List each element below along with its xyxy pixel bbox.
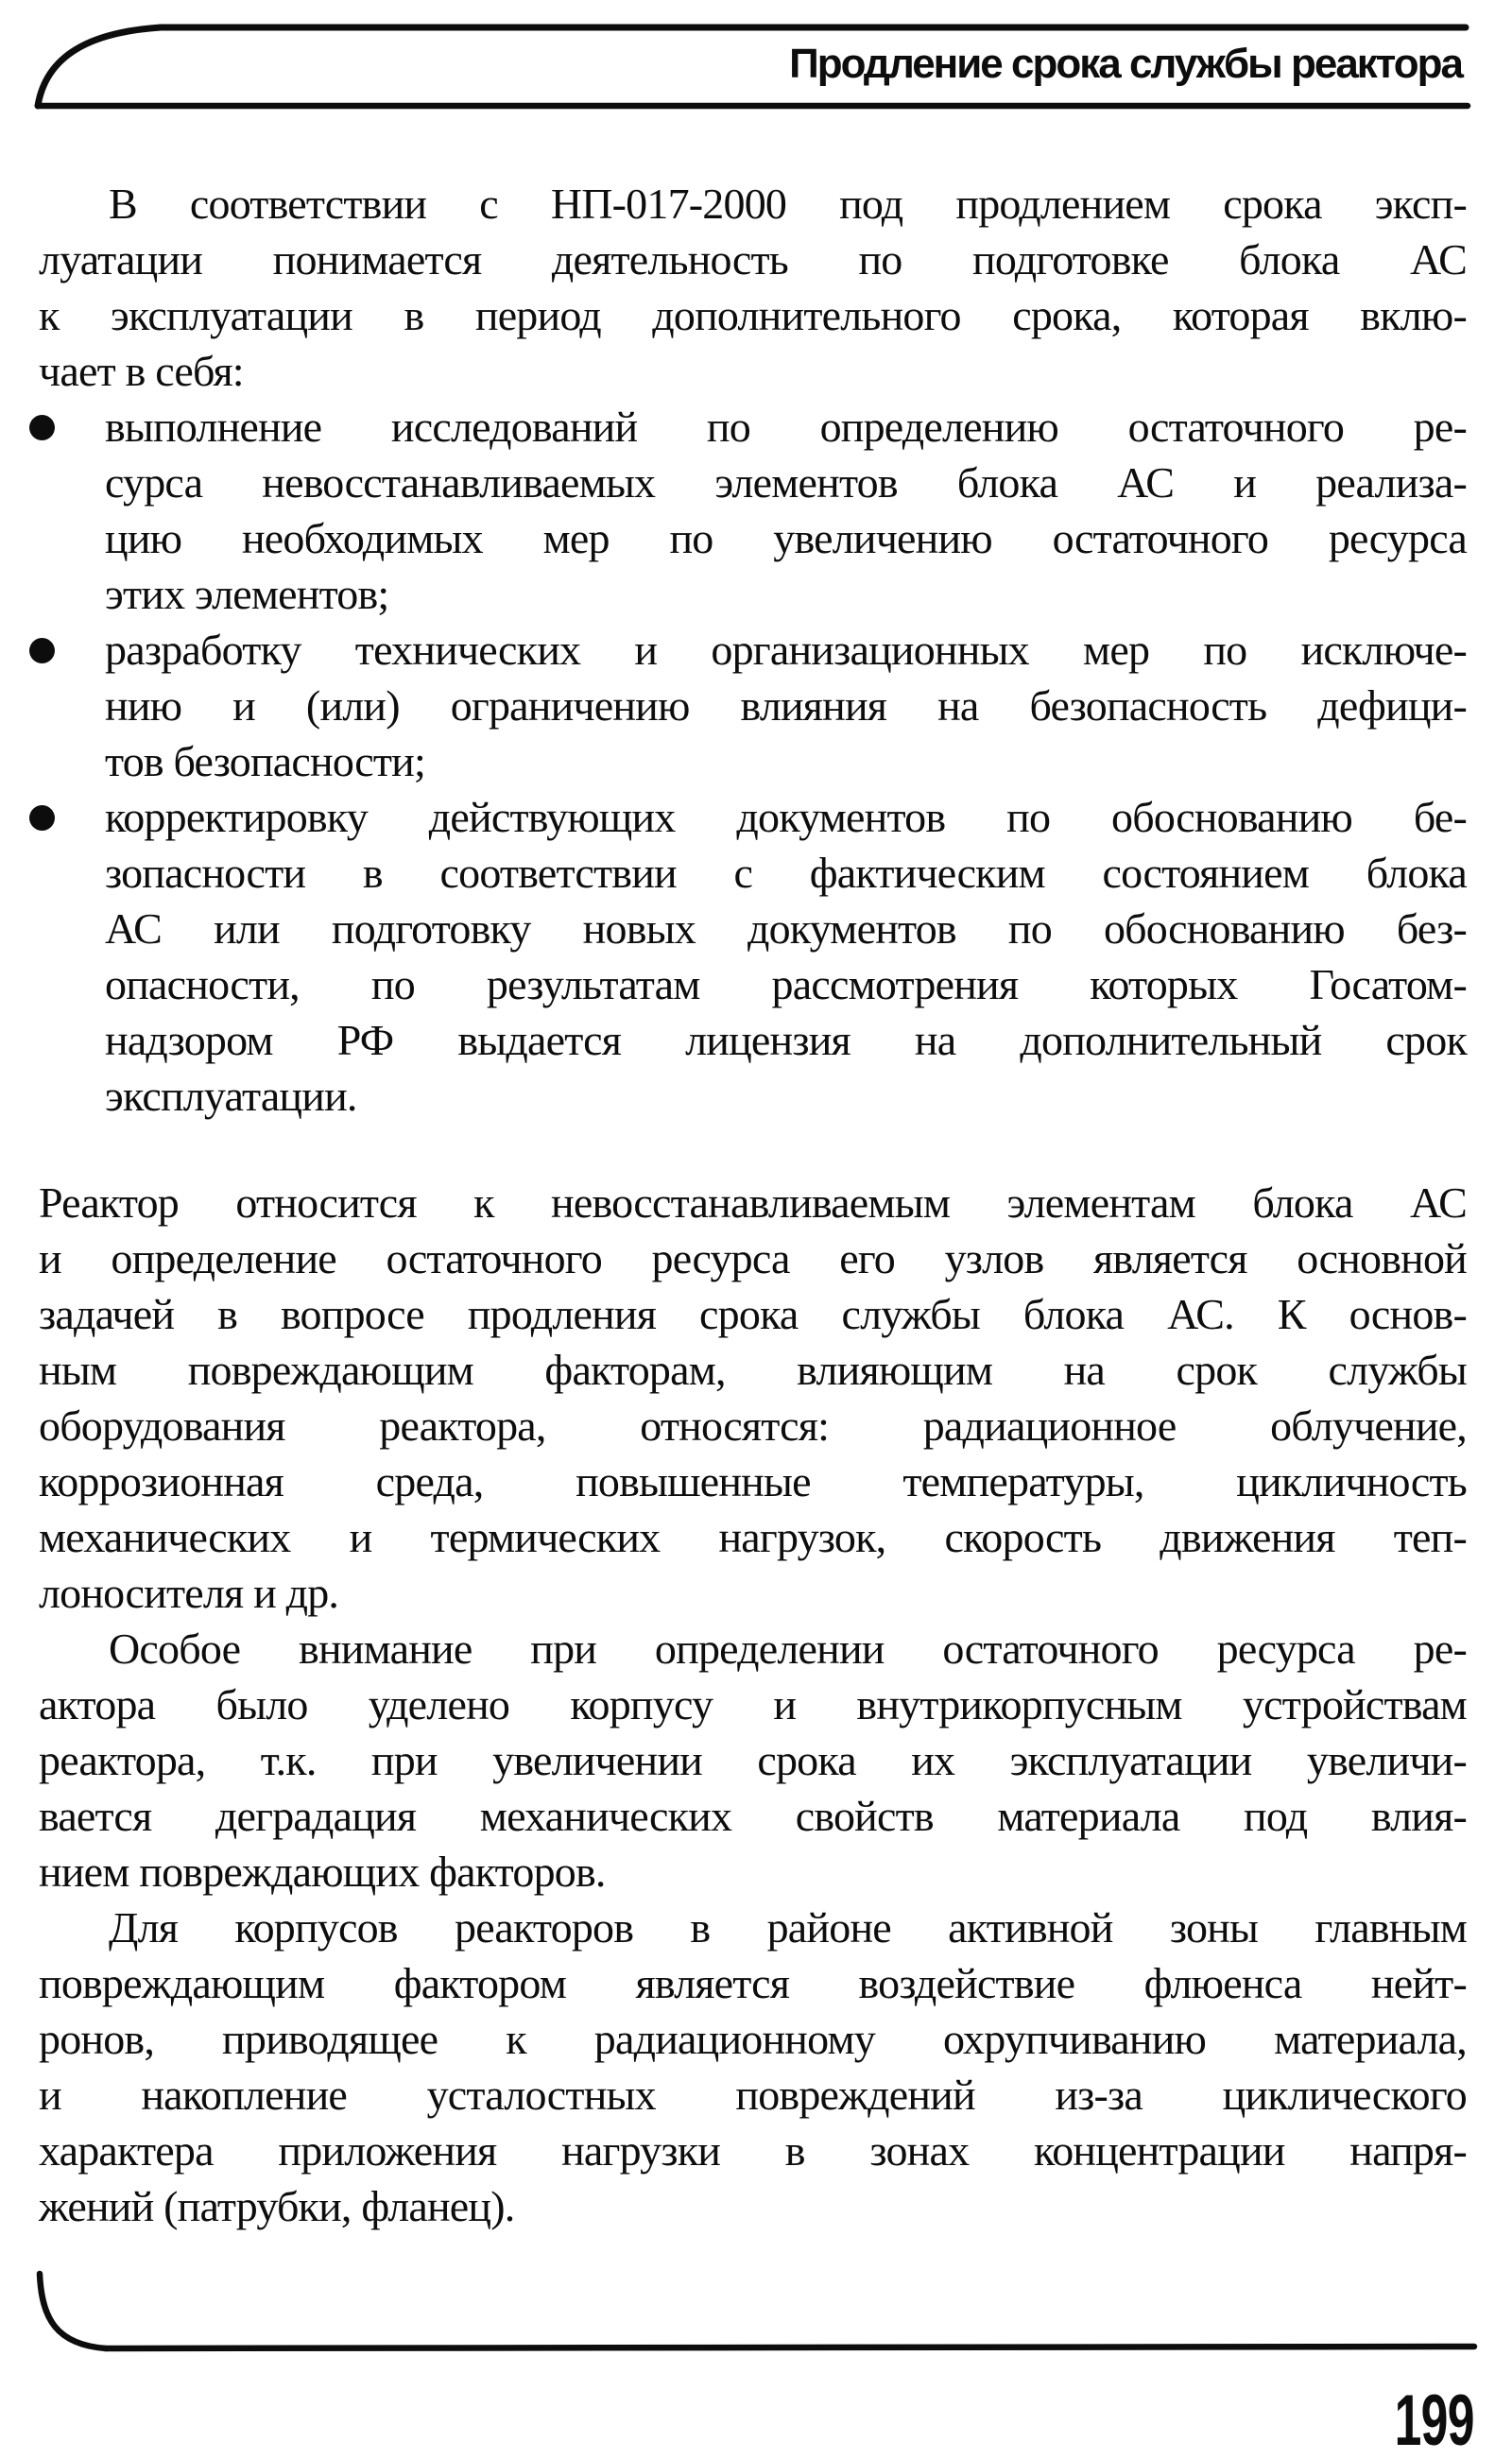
text-line: В соответствии с НП-017-2000 под продлением срока эксп- <box>109 180 1467 228</box>
text-line: лоносителя и др. <box>39 1569 339 1617</box>
paragraph <box>39 176 1467 399</box>
text-line: Особое внимание при определении остаточного ресурса ре- <box>109 1625 1467 1673</box>
text-line: луатации понимается деятельность по подготовке блока АС <box>39 235 1467 284</box>
bullet-icon <box>29 415 55 440</box>
text-line: и определение остаточного ресурса его узлов является основной <box>39 1234 1467 1282</box>
text-line: механических и термических нагрузок, скорость движения теп- <box>39 1513 1467 1561</box>
bullet-item <box>39 789 1467 1124</box>
text-line: задачей в вопросе продления срока службы блока АС. К основ- <box>39 1290 1467 1338</box>
bullet-item <box>39 622 1467 789</box>
paragraph <box>39 1175 1467 1621</box>
text-line: характера приложения нагрузки в зонах концентрации напря- <box>39 2126 1467 2175</box>
text-line: нием повреждающих факторов. <box>39 1848 606 1896</box>
text-line: Реактор относится к невосстанавливаемым элементам блока АС <box>39 1178 1467 1227</box>
footer-corner-curve <box>40 2274 106 2348</box>
running-head-title: Продление срока службы реактора <box>789 41 1462 87</box>
text-line: оборудования реактора, относятся: радиационное облучение, <box>39 1401 1467 1450</box>
text-line: разработку технических и организационных мер по исключе- <box>105 626 1467 674</box>
text-line: опасности, по результатам рассмотрения которых Госатом- <box>105 960 1467 1008</box>
text-line: Для корпусов реакторов в районе активной зоны главным <box>109 1903 1467 1952</box>
text-line: нию и (или) ограничению влияния на безопасность дефици- <box>105 681 1467 730</box>
text-line: и накопление усталостных повреждений из-за циклического <box>39 2071 1467 2119</box>
paragraph <box>39 1621 1467 1900</box>
header-corner-curve <box>38 27 161 106</box>
text-line: актора было уделено корпусу и внутрикорпусным устройствам <box>39 1680 1467 1728</box>
paragraph <box>39 1900 1467 2234</box>
text-line: жений (патрубки, фланец). <box>39 2182 515 2230</box>
body-text <box>39 176 1467 2234</box>
text-line: корректировку действующих документов по обоснованию бе- <box>105 793 1467 841</box>
text-line: тов безопасности; <box>105 737 425 785</box>
text-line: выполнение исследований по определению остаточного ре- <box>105 403 1467 451</box>
text-line: коррозионная среда, повышенные температуры, цикличность <box>39 1457 1467 1505</box>
text-line: эксплуатации. <box>105 1072 357 1120</box>
text-line: реактора, т.к. при увеличении срока их эксплуатации увеличи- <box>39 1736 1467 1784</box>
bullet-item <box>39 399 1467 622</box>
text-line: АС или подготовку новых документов по обоснованию без- <box>105 904 1467 953</box>
footer-rule <box>106 2347 1474 2348</box>
text-line: зопасности в соответствии с фактическим состоянием блока <box>105 849 1467 897</box>
text-line: ронов, приводящее к радиационному охрупчиванию материала, <box>39 2015 1467 2063</box>
text-line: надзором РФ выдается лицензия на дополнительный срок <box>105 1016 1467 1064</box>
text-line: цию необходимых мер по увеличению остаточного ресурса <box>105 514 1467 562</box>
text-line: повреждающим фактором является воздействие флюенса нейт- <box>39 1959 1467 2007</box>
bullet-icon <box>29 805 55 831</box>
page-number: 199 <box>1394 2381 1474 2459</box>
text-line: сурса невосстанавливаемых элементов блока АС и реализа- <box>105 458 1467 507</box>
bullet-icon <box>29 638 55 663</box>
text-line: этих элементов; <box>105 570 389 618</box>
text-line: чает в себя: <box>39 347 244 395</box>
text-line: вается деградация механических свойств материала под влия- <box>39 1792 1467 1840</box>
text-line: ным повреждающим факторам, влияющим на срок службы <box>39 1346 1467 1394</box>
text-line: к эксплуатации в период дополнительного срока, которая вклю- <box>39 291 1467 339</box>
